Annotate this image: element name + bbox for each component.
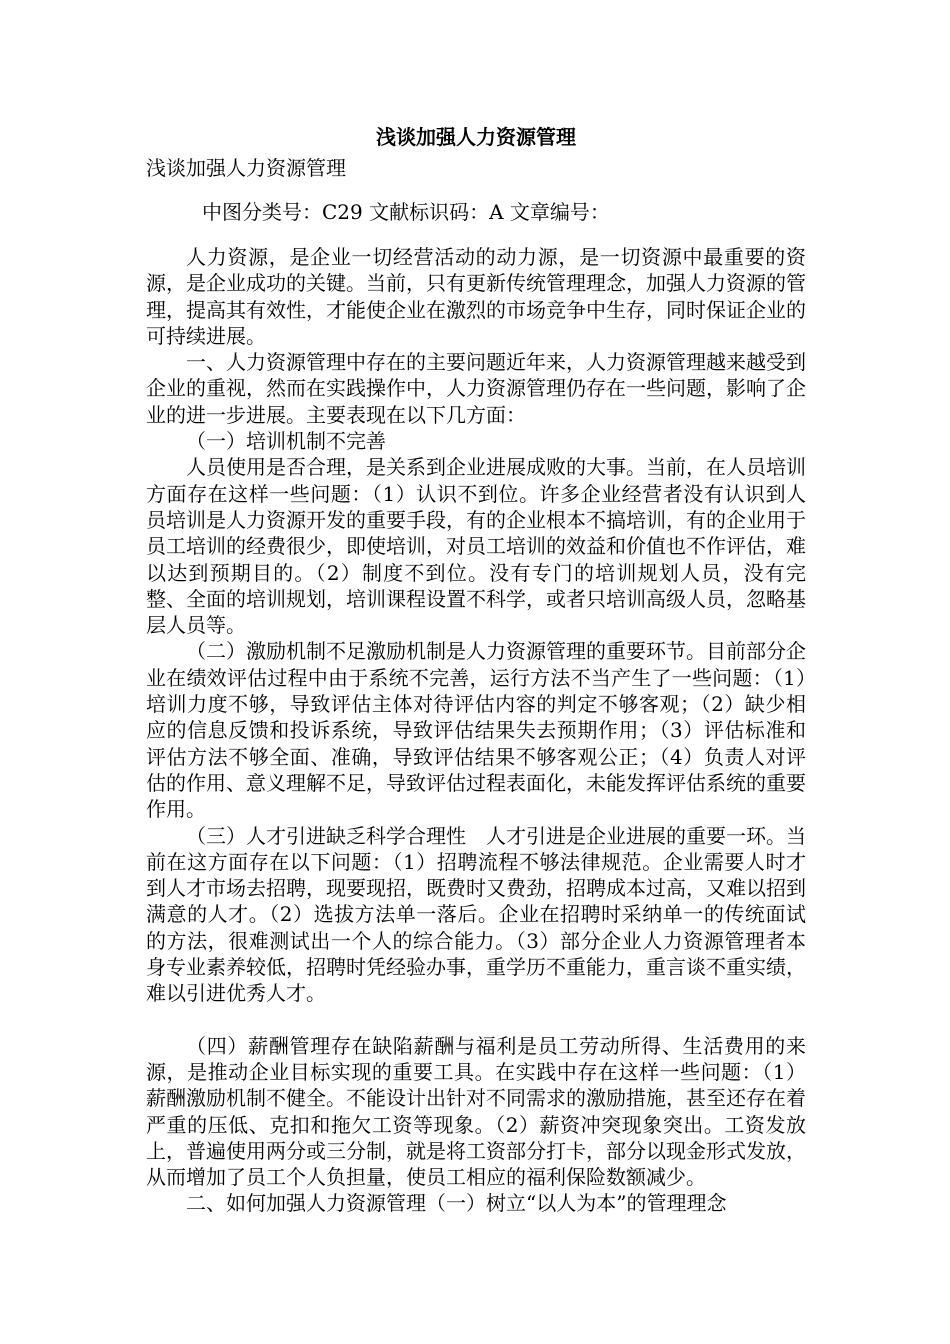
paragraph-section-two: 二、如何加强人力资源管理（一）树立“以人为本”的管理理念	[186, 1191, 727, 1216]
paragraph-training: 人员使用是否合理，是关系到企业进展成败的大事。当前，在人员培训方面存在这样一些问题：（1）认识不到位。许多企业经营者没有认识到人员培训是人力资源开发的重要手段，有的企业根本不搞培训，有的企业用于员工培训的经费很少，即使培训，对员工培训的效益和价值也不作评估，难以达到预期目的。（2）制度不到位。没有专门的培训规划人员，没有完整、全面的培训规划，培训课程设置不科学，或者只培训高级人员，忽略基层人员等。	[146, 455, 806, 638]
paragraph-section-one: 一、人力资源管理中存在的主要问题近年来，人力资源管理越来越受到企业的重视，然而在实践操作中，人力资源管理仍存在一些问题，影响了企业的进一步进展。主要表现在以下几方面：	[146, 350, 806, 427]
document-title: 浅谈加强人力资源管理	[376, 125, 576, 149]
document-page	[146, 120, 806, 1217]
classification-line: 中图分类号：C29 文献标识码：A 文章编号：	[202, 200, 610, 224]
paragraph-salary: （四）薪酬管理存在缺陷薪酬与福利是员工劳动所得、生活费用的来源，是推动企业目标实现的重要工具。在实践中存在这样一些问题：（1）薪酬激励机制不健全。不能设计出针对不同需求的激励措施，甚至还存在着严重的压低、克扣和拖欠工资等现象。（2）薪资冲突现象突出。工资发放上，普遍使用两分或三分制，就是将工资部分打卡，部分以现金形式发放，从而增加了员工个人负担量，使员工相应的福利保险数额减少。	[146, 1033, 806, 1190]
paragraph-intro: 人力资源，是企业一切经营活动的动力源，是一切资源中最重要的资源，是企业成功的关键。当前，只有更新传统管理理念，加强人力资源的管理，提高其有效性，才能使企业在激烈的市场竞争中生存，同时保证企业的可持续进展。	[146, 245, 806, 348]
subheading-training: （一）培训机制不完善	[186, 429, 386, 454]
paragraph-talent: （三）人才引进缺乏科学合理性 人才引进是企业进展的重要一环。当前在这方面存在以下问题：（1）招聘流程不够法律规范。企业需要人时才到人才市场去招聘，现要现招，既费时又费劲，招聘成本过高，又难以招到满意的人才。（2）选拔方法单一落后。企业在招聘时采纳单一的传统面试的方法，很难测试出一个人的综合能力。（3）部分企业人力资源管理者本身专业素养较低，招聘时凭经验办事，重学历不重能力，重言谈不重实绩，难以引进优秀人才。	[146, 823, 806, 1006]
document-subtitle: 浅谈加强人力资源管理	[146, 156, 346, 180]
paragraph-incentive: （二）激励机制不足激励机制是人力资源管理的重要环节。目前部分企业在绩效评估过程中由于系统不完善，运行方法不当产生了一些问题：（1）培训力度不够，导致评估主体对待评估内容的判定不够客观；（2）缺少相应的信息反馈和投诉系统，导致评估结果失去预期作用；（3）评估标准和评估方法不够全面、准确，导致评估结果不够客观公正；（4）负责人对评估的作用、意义理解不足，导致评估过程表面化，未能发挥评估系统的重要作用。	[146, 639, 806, 822]
article-body	[146, 244, 806, 1217]
